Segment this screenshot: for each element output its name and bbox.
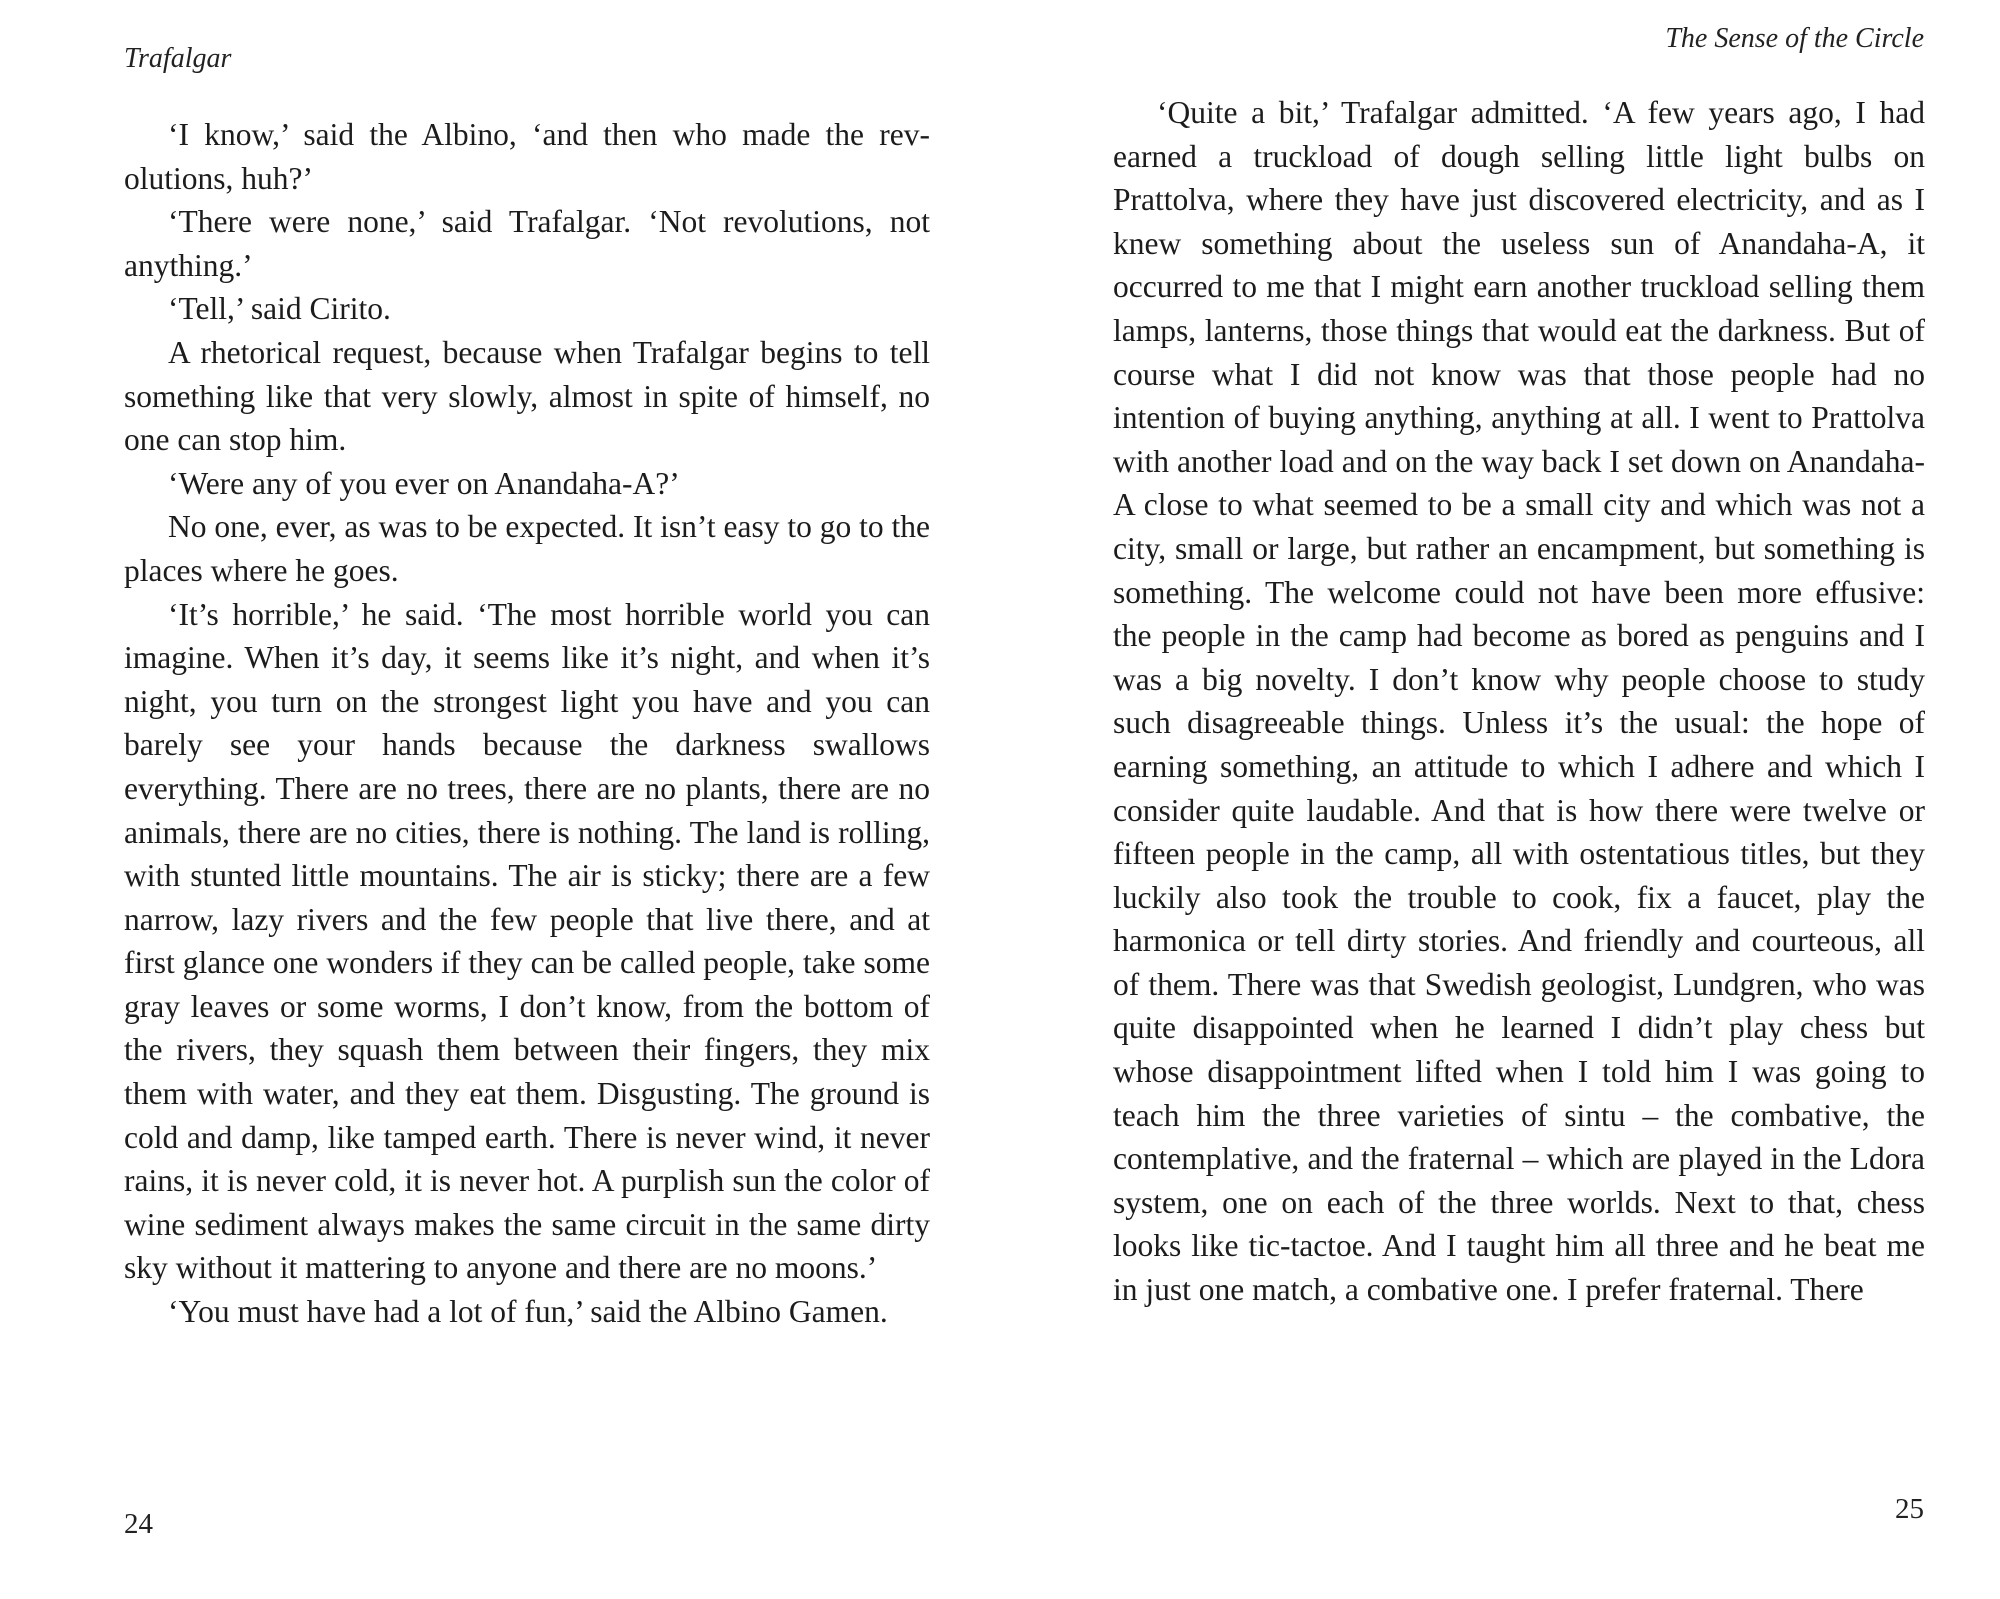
- paragraph: ‘There were none,’ said Trafalgar. ‘Not revolutions, not anything.’: [124, 204, 930, 283]
- paragraph: No one, ever, as was to be expected. It isn’t easy to go to the places where he goes.: [124, 509, 930, 588]
- page-number-left: 24: [124, 1508, 153, 1540]
- running-head-right: The Sense of the Circle: [1665, 23, 1924, 54]
- paragraph: ‘You must have had a lot of fun,’ said the Albino Gamen.: [168, 1294, 888, 1330]
- paragraph: ‘Tell,’ said Cirito.: [168, 291, 391, 327]
- left-page-text: [124, 113, 930, 1334]
- running-head-left: Trafalgar: [124, 43, 232, 74]
- paragraph: ‘It’s horrible,’ he said. ‘The most horrible world you can imagine. When it’s day, it seems like it’s night, and when it’s night, you turn on the strongest light you have and you can barely see your hands because the darkness swallows everything. There are no trees, there are no plants, there are no animals, there are no cities, there is nothing. The land is rolling, with stunted little mountains. The air is sticky; there are a few narrow, lazy rivers and the few people that live there, and at first glance one wonders if they can be called people, take some gray leaves or some worms, I don’t know, from the bottom of the rivers, they squash them between their fingers, they mix them with water, and they eat them. Disgusting. The ground is cold and damp, like tamped earth. There is never wind, it never rains, it is never cold, it is never hot. A purplish sun the color of wine sediment always makes the same circuit in the same dirty sky without it mattering to anyone and there are no moons.’: [124, 596, 930, 1286]
- paragraph: ‘Were any of you ever on Anandaha-A?’: [168, 465, 680, 501]
- page-number-right: 25: [1895, 1493, 1924, 1525]
- paragraph: ‘Quite a bit,’ Trafalgar admitted. ‘A few years ago, I had earned a truckload of dough selling little light bulbs on Prattolva, where they have just discovered electricity, and as I knew something about the useless sun of Anandaha-A, it occurred to me that I might earn another truckload selling them lamps, lanterns, those things that would eat the darkness. But of course what I did not know was that those people had no intention of buying anything, anything at all. I went to Prattolva with another load and on the way back I set down on Anandaha-A close to what seemed to be a small city and which was not a city, small or large, but rather an encampment, but something is something. The welcome could not have been more effusive: the people in the camp had become as bored as penguins and I was a big novelty. I don’t know why people choose to study such disagreeable things. Unless it’s the usual: the hope of earning something, an attitude to which I adhere and which I consider quite laudable. And that is how there were twelve or fifteen people in the camp, all with ostentatious titles, but they luckily also took the trouble to cook, fix a faucet, play the harmonica or tell dirty stories. And friendly and courteous, all of them. There was that Swedish geologist, Lundgren, who was quite disappointed when he learned I didn’t play chess but whose disappointment lifted when I told him I was going to teach him the three varieties of sintu – the combative, the contemplative, and the fraternal – which are played in the Ldora system, one on each of the three worlds. Next to that, chess looks like tic-tactoe. And I taught him all three and he beat me in just one match, a combative one. I prefer fraternal. There: [1113, 95, 1925, 1308]
- right-page-text: [1113, 91, 1925, 1312]
- right-page: [1000, 0, 2000, 1599]
- paragraph: A rhetorical request, because when Trafalgar begins to tell something like that very slowly, almost in spite of himself, no one can stop him.: [124, 334, 930, 458]
- paragraph: ‘I know,’ said the Albino, ‘and then who made the revolutions, huh?’: [124, 117, 930, 196]
